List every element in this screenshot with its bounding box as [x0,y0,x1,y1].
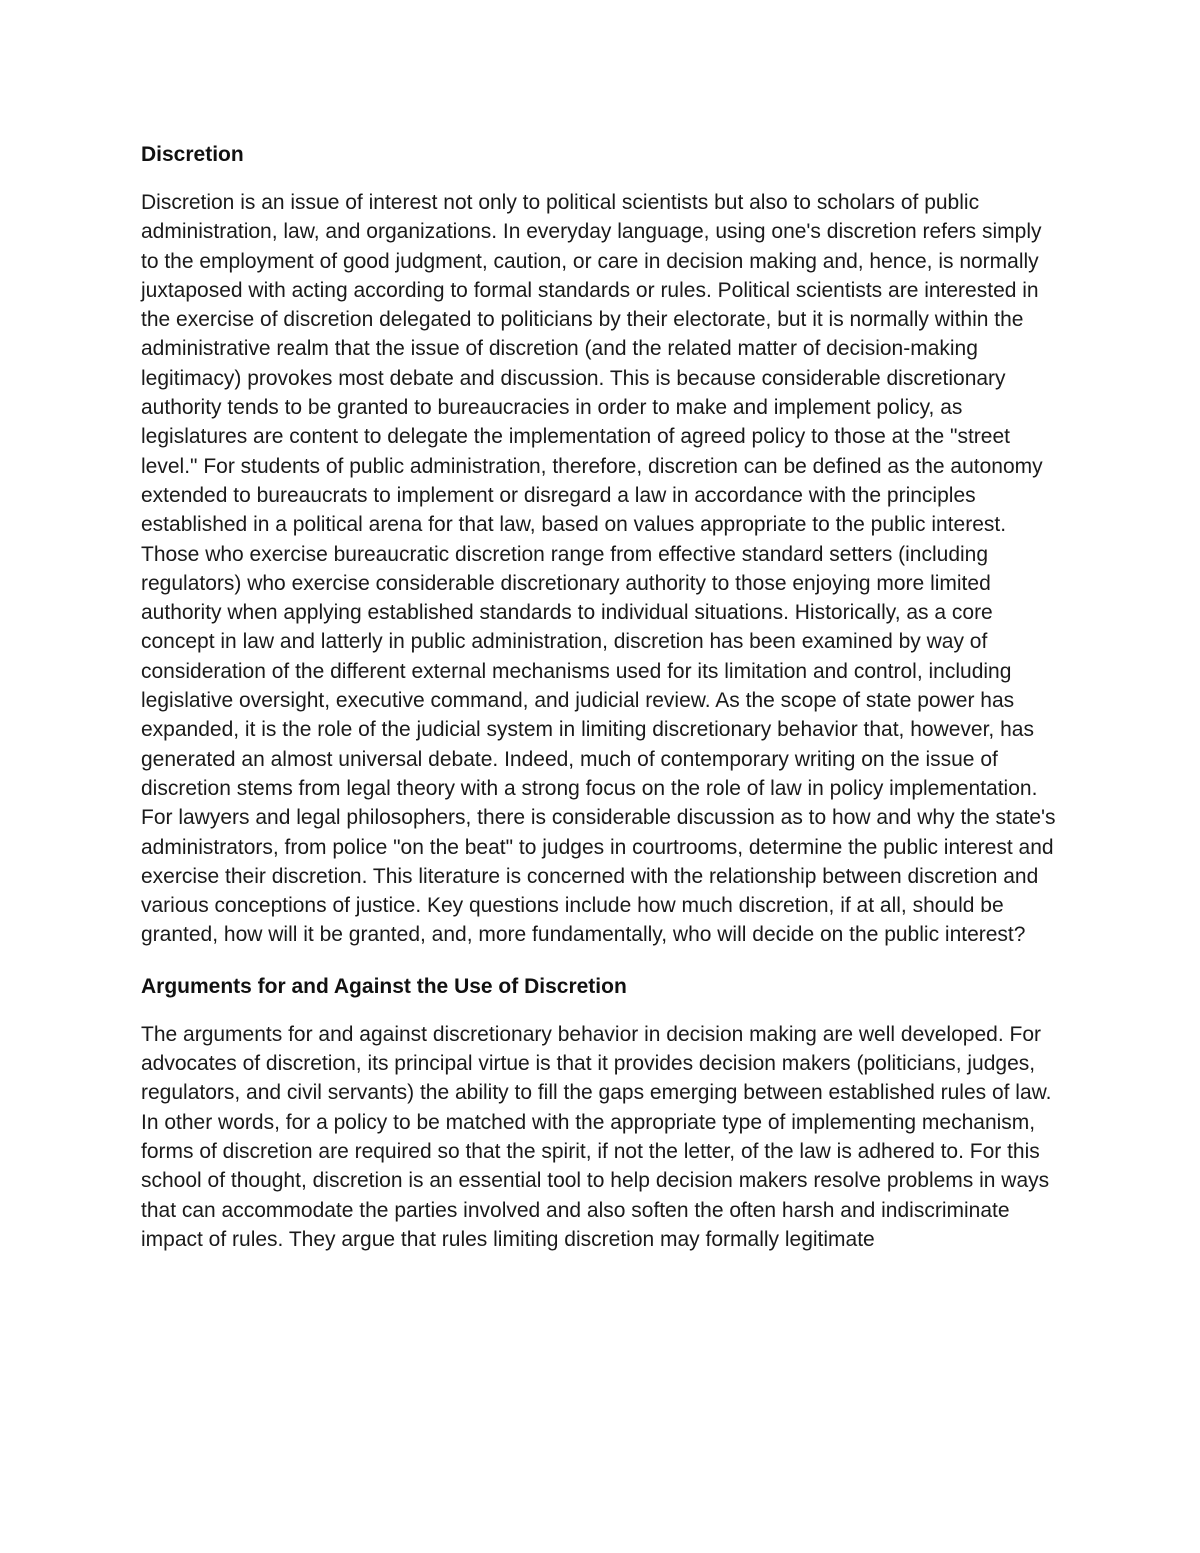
document-page [141,138,1061,1254]
section-paragraph-discretion: Discretion is an issue of interest not only to political scientists but also to scholars of public administration, law, and organizations. In everyday language, using one's discretion refers simply to the employment of good judgment, caution, or care in decision making and, hence, is normally juxtaposed with acting according to formal standards or rules. Political scientists are interested in the exercise of discretion delegated to politicians by their electorate, but it is normally within the administrative realm that the issue of discretion (and the related matter of decision-making legitimacy) provokes most debate and discussion. This is because considerable discretionary authority tends to be granted to bureaucracies in order to make and implement policy, as legislatures are content to delegate the implementation of agreed policy to those at the "street level." For students of public administration, therefore, discretion can be defined as the autonomy extended to bureaucrats to implement or disregard a law in accordance with the principles established in a political arena for that law, based on values appropriate to the public interest. Those who exercise bureaucratic discretion range from effective standard setters (including regulators) who exercise considerable discretionary authority to those enjoying more limited authority when applying established standards to individual situations. Historically, as a core concept in law and latterly in public administration, discretion has been examined by way of consideration of the different external mechanisms used for its limitation and control, including legislative oversight, executive command, and judicial review. As the scope of state power has expanded, it is the role of the judicial system in limiting discretionary behavior that, however, has generated an almost universal debate. Indeed, much of contemporary writing on the issue of discretion stems from legal theory with a strong focus on the role of law in policy implementation. For lawyers and legal philosophers, there is considerable discussion as to how and why the state's administrators, from police "on the beat" to judges in courtrooms, determine the public interest and exercise their discretion. This literature is concerned with the relationship between discretion and various conceptions of justice. Key questions include how much discretion, if at all, should be granted, how will it be granted, and, more fundamentally, who will decide on the public interest? [141,191,1056,947]
section-heading-discretion: Discretion [141,143,244,166]
section-heading-arguments: Arguments for and Against the Use of Discretion [141,974,627,998]
section-paragraph-arguments: The arguments for and against discretionary behavior in decision making are well developed. For advocates of discretion, its principal virtue is that it provides decision makers (politicians, judges, regulators, and civil servants) the ability to fill the gaps emerging between established rules of law. In other words, for a policy to be matched with the appropriate type of implementing mechanism, forms of discretion are required so that the spirit, if not the letter, of the law is adhered to. For this school of thought, discretion is an essential tool to help decision makers resolve problems in ways that can accommodate the parties involved and also soften the often harsh and indiscriminate impact of rules. They argue that rules limiting discretion may formally legitimate [141,1022,1052,1251]
